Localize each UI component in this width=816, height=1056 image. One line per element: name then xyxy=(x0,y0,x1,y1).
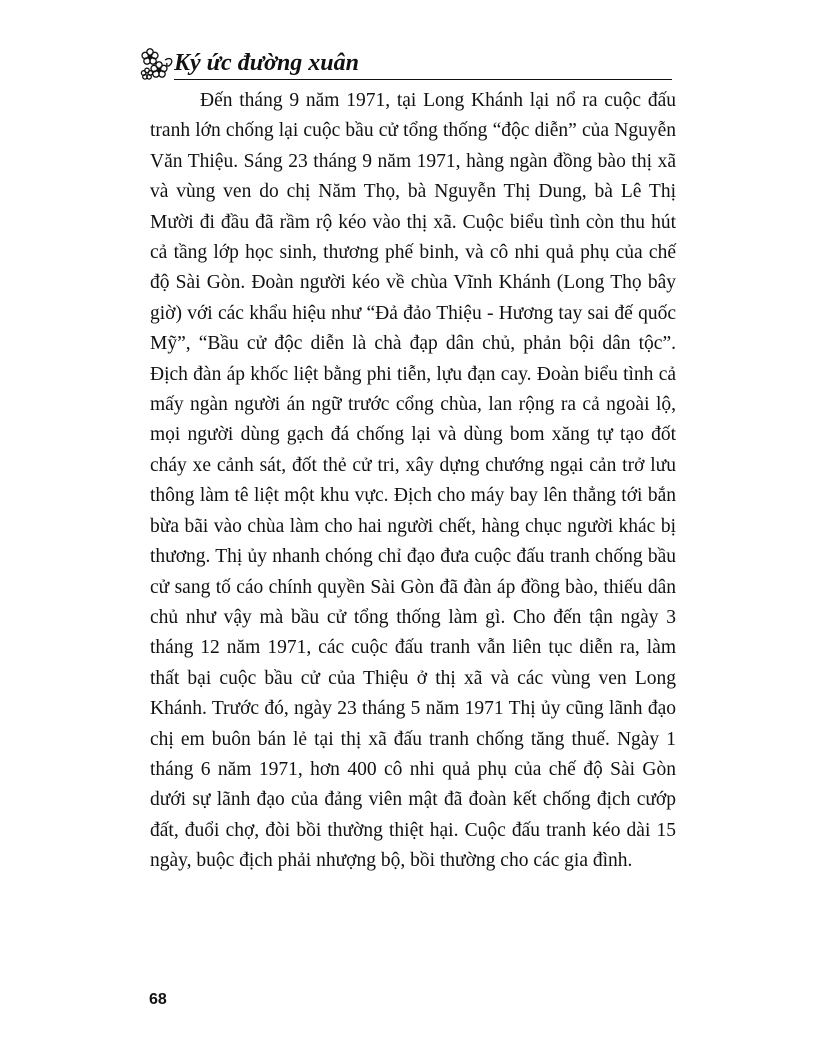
flower-ornament-icon xyxy=(140,48,176,82)
running-header xyxy=(140,44,672,84)
page-number: 68 xyxy=(149,991,167,1008)
body-paragraph: Đến tháng 9 năm 1971, tại Long Khánh lại nổ ra cuộc đấu tranh lớn chống lại cuộc bầu cử tổng thống “độc diễn” của Nguyễn Văn Thiệu. Sáng 23 tháng 9 năm 1971, hàng ngàn đồng bào thị xã và vùng ven do chị Năm Thọ, bà Nguyễn Thị Dung, bà Lê Thị Mười đi đầu đã rầm rộ kéo vào thị xã. Cuộc biểu tình còn thu hút cả tầng lớp học sinh, thương phế binh, và cô nhi quả phụ của chế độ Sài Gòn. Đoàn người kéo về chùa Vĩnh Khánh (Long Thọ bây giờ) với các khẩu hiệu như “Đả đảo Thiệu - Hương tay sai đế quốc Mỹ”, “Bầu cử độc diễn là chà đạp dân chủ, phản bội dân tộc”. Địch đàn áp khốc liệt bằng phi tiễn, lựu đạn cay. Đoàn biểu tình cả mấy ngàn người án ngữ trước cổng chùa, lan rộng ra cả ngoài lộ, mọi người dùng gạch đá chống lại và dùng bom xăng tự tạo đốt cháy xe cảnh sát, đốt thẻ cử tri, xây dựng chướng ngại cản trở lưu thông làm tê liệt một khu vực. Địch cho máy bay lên thẳng tới bắn bừa bãi vào chùa làm cho hai người chết, hàng chục người khác bị thương. Thị ủy nhanh chóng chỉ đạo đưa cuộc đấu tranh chống bầu cử sang tố cáo chính quyền Sài Gòn đã đàn áp đồng bào, thiếu dân chủ như vậy mà bầu cử tổng thống làm gì. Cho đến tận ngày 3 tháng 12 năm 1971, các cuộc đấu tranh vẫn liên tục diễn ra, làm thất bại cuộc bầu cử của Thiệu ở thị xã và các vùng ven Long Khánh. Trước đó, ngày 23 tháng 5 năm 1971 Thị ủy cũng lãnh đạo chị em buôn bán lẻ tại thị xã đấu tranh chống tăng thuế. Ngày 1 tháng 6 năm 1971, hơn 400 cô nhi quả phụ của chế độ Sài Gòn dưới sự lãnh đạo của đảng viên mật đã đoàn kết chống địch cướp đất, đuổi chợ, đòi bồi thường thiệt hại. Cuộc đấu tranh kéo dài 15 ngày, buộc địch phải nhượng bộ, bồi thường cho các gia đình. xyxy=(150,90,676,872)
header-title: Ký ức đường xuân xyxy=(174,50,359,76)
header-rule xyxy=(174,79,672,80)
